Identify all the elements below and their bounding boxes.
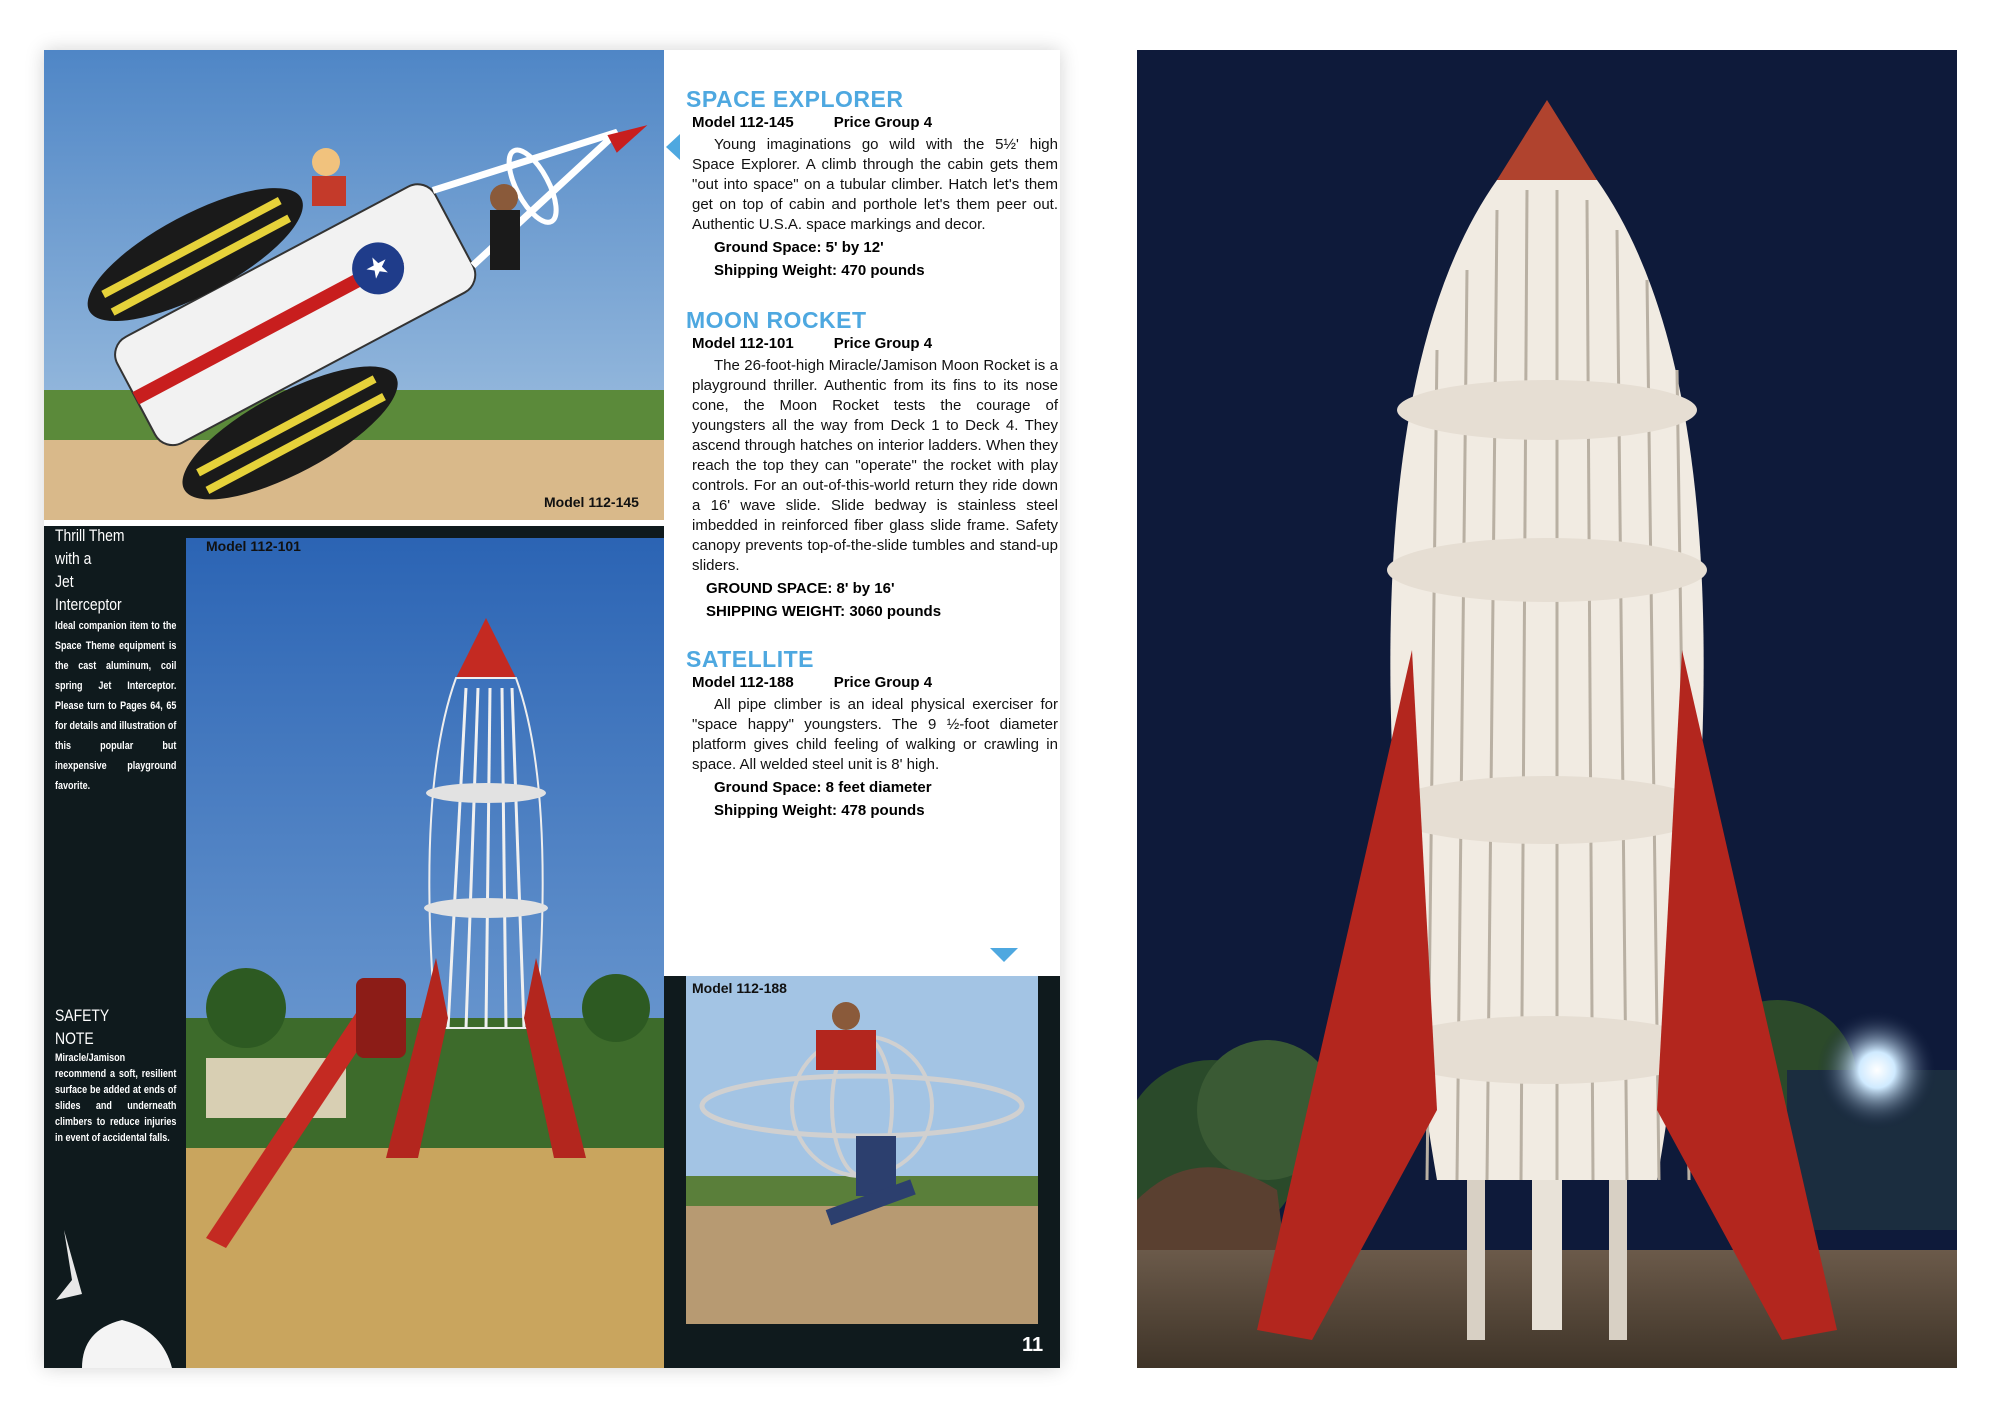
space-explorer-section — [686, 86, 1058, 281]
left-arrow-icon — [666, 134, 680, 160]
caption-moon-rocket: Model 112-101 — [206, 538, 301, 554]
satellite-price: Price Group 4 — [833, 674, 933, 691]
catalog-page — [44, 50, 1060, 1368]
sidebar-heading: Thrill Them with a Jet Interceptor — [55, 526, 125, 614]
space-explorer-price: Price Group 4 — [833, 114, 933, 131]
moon-rocket-section — [686, 307, 1058, 622]
moon-rocket-description: The 26-foot-high Miracle/Jamison Moon Rocket is a playground thriller. Authentic from its fins to its nose cone, the Moon Rocket tests the courage of youngsters all the way from Deck 1 to Deck 4. They ascend through hatches on interior ladders. When they reach the top they can "operate" the rocket with play controls. For an out-of-this-world return they ride down a 16' wave slide. Slide bedway is stainless steel imbedded in reinforced fiber glass slide frame. Safety canopy prevents top-of-the-slide tumbles and stand-up sliders. — [692, 357, 1058, 574]
moon-rocket-model-row — [686, 334, 1058, 354]
caption-satellite: Model 112-188 — [692, 980, 787, 996]
page-number: 11 — [1022, 1334, 1044, 1356]
space-explorer-photo — [44, 50, 664, 520]
down-arrow-icon — [990, 948, 1018, 962]
moon-rocket-ground: GROUND SPACE: 8' by 16' — [706, 580, 895, 597]
jet-interceptor-sidebar — [55, 524, 203, 796]
moon-rocket-weight: SHIPPING WEIGHT: 3060 pounds — [706, 603, 942, 620]
satellite-ground: Ground Space: 8 feet diameter — [714, 779, 932, 796]
svg-text:★: ★ — [358, 246, 397, 288]
sidebar-body: Ideal companion item to the Space Theme equipment is the cast aluminum, coil spring Jet Interceptor. Please turn to Pages 64, 65 for details and illustration of this popular but inexpensive playground favorite. — [55, 620, 177, 792]
moon-rocket-title: MOON ROCKET — [686, 307, 867, 333]
safety-note — [55, 1004, 203, 1146]
satellite-photo — [686, 976, 1038, 1324]
space-explorer-description: Young imaginations go wild with the 5½' high Space Explorer. A climb through the cabin gets them "out into space" on a tubular climber. Hatch let's them get on top of cabin and porthole let's them peer out. Authentic U.S.A. space markings and decor. — [692, 136, 1058, 233]
safety-body: Miracle/Jamison recommend a soft, resilient surface be added at ends of slides and underneath climbers to reduce injuries in event of accidental falls. — [55, 1052, 177, 1144]
space-explorer-ground: Ground Space: 5' by 12' — [714, 239, 884, 256]
dark-top-band — [186, 526, 664, 538]
moon-rocket-photo — [186, 538, 664, 1368]
satellite-weight: Shipping Weight: 478 pounds — [714, 802, 925, 819]
safety-heading: SAFETY NOTE — [55, 1006, 110, 1048]
satellite-title: SATELLITE — [686, 646, 815, 672]
night-rocket-photo — [1137, 50, 1957, 1368]
satellite-model-row — [686, 673, 1058, 693]
space-explorer-model: Model 112-145 — [692, 114, 794, 131]
rocket-silhouette-icon — [52, 1210, 182, 1368]
product-text-column — [686, 86, 1058, 821]
satellite-description: All pipe climber is an ideal physical exerciser for "space happy" youngsters. The 9 ½-foot diameter platform gives child feeling of walking or crawling in space. All welded steel unit is 8' high. — [692, 696, 1058, 773]
caption-space-explorer: Model 112-145 — [544, 494, 639, 510]
moon-rocket-price: Price Group 4 — [833, 335, 933, 352]
space-explorer-title: SPACE EXPLORER — [686, 86, 904, 112]
satellite-model: Model 112-188 — [692, 674, 794, 691]
moon-rocket-model: Model 112-101 — [692, 335, 794, 352]
satellite-section — [686, 646, 1058, 821]
space-explorer-model-row — [686, 113, 1058, 133]
space-explorer-weight: Shipping Weight: 470 pounds — [714, 262, 925, 279]
